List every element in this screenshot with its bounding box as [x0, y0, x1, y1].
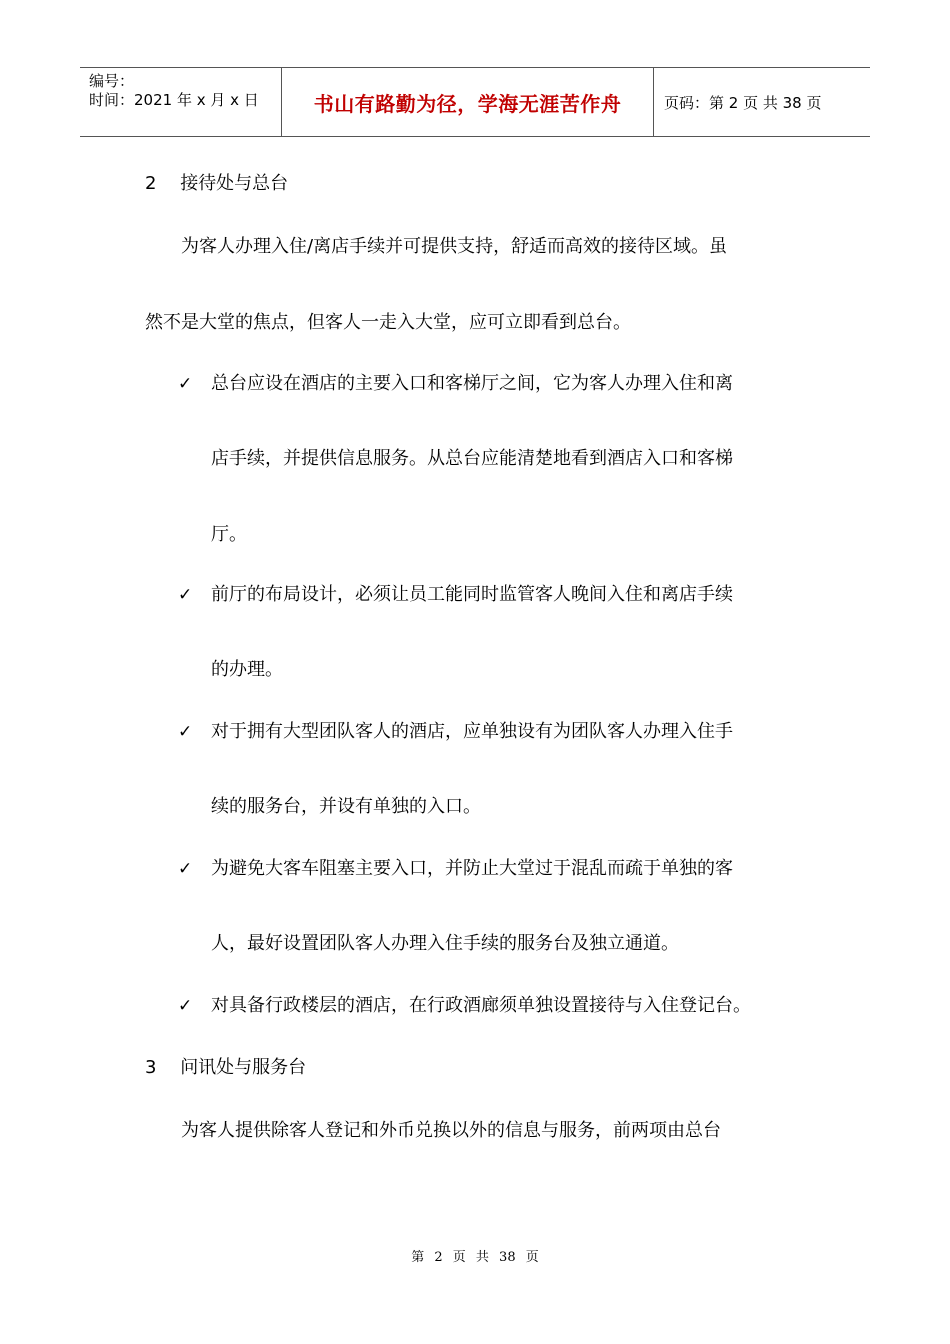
page-header	[80, 67, 870, 137]
bullet-line: 人，最好设置团队客人办理入住手续的服务台及独立通道。	[211, 933, 679, 954]
section-heading	[145, 1056, 306, 1080]
bullet-line: 前厅的布局设计，必须让员工能同时监管客人晚间入住和离店手续	[211, 584, 733, 605]
section-heading	[145, 172, 288, 196]
section-title: 接待处与总台	[180, 173, 289, 194]
header-motto-cell	[282, 68, 654, 136]
bullet-line: 续的服务台，并设有单独的入口。	[211, 796, 481, 817]
check-icon: ✓	[178, 996, 193, 1016]
check-icon: ✓	[178, 859, 193, 879]
header-meta	[80, 68, 282, 136]
bullet-line: 厅。	[211, 524, 247, 545]
bullet-line: 的办理。	[211, 659, 283, 680]
section-number: 2	[145, 173, 157, 194]
check-icon: ✓	[178, 585, 193, 605]
header-page-label: 页码：第 2 页 共 38 页	[664, 93, 822, 112]
doc-number-label: 编号：	[89, 72, 135, 90]
header-motto: 书山有路勤为径，学海无涯苦作舟	[313, 91, 622, 116]
bullet-line: 对于拥有大型团队客人的酒店，应单独设有为团队客人办理入住手	[211, 721, 733, 742]
check-icon: ✓	[178, 374, 193, 394]
header-page-info	[654, 68, 870, 136]
bullet-line: 总台应设在酒店的主要入口和客梯厅之间，它为客人办理入住和离	[211, 373, 733, 394]
paragraph-line: 为客人办理入住/离店手续并可提供支持，舒适而高效的接待区域。虽	[181, 236, 728, 257]
page-footer: 第 2 页 共 38 页	[411, 1250, 539, 1265]
paragraph-line: 然不是大堂的焦点，但客人一走入大堂，应可立即看到总台。	[145, 312, 631, 333]
section-number: 3	[145, 1057, 157, 1078]
check-icon: ✓	[178, 722, 193, 742]
bullet-line: 为避免大客车阻塞主要入口，并防止大堂过于混乱而疏于单独的客	[211, 858, 733, 879]
paragraph-line: 为客人提供除客人登记和外币兑换以外的信息与服务，前两项由总台	[181, 1120, 721, 1141]
bullet-line: 对具备行政楼层的酒店，在行政酒廊须单独设置接待与入住登记台。	[211, 995, 751, 1016]
bullet-line: 店手续，并提供信息服务。从总台应能清楚地看到酒店入口和客梯	[211, 448, 733, 469]
section-title: 问讯处与服务台	[180, 1057, 307, 1078]
doc-date-label: 时间：2021 年 x 月 x 日	[89, 91, 259, 109]
